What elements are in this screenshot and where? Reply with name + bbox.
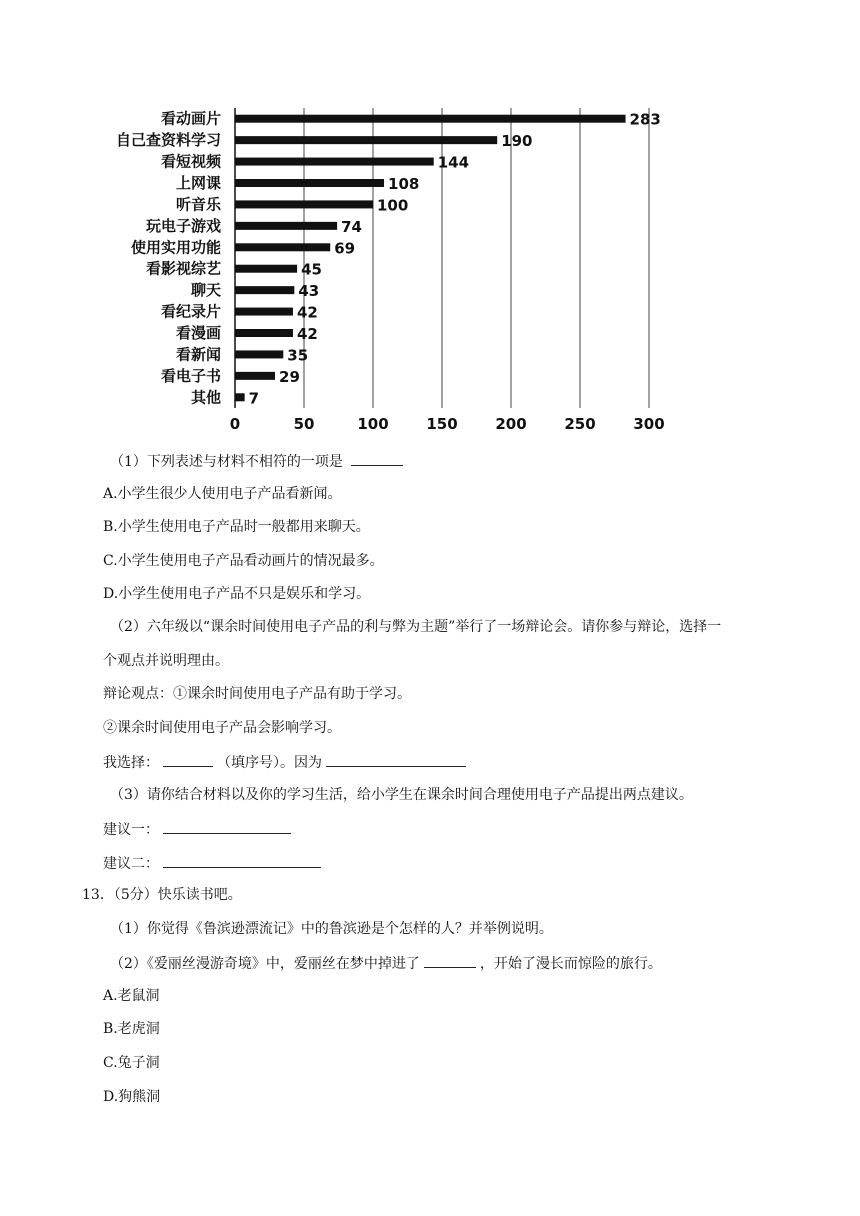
q12-option-b: B.小学生使用电子产品时一般都用来聊天。 [103, 519, 370, 535]
q12-option-c: C.小学生使用电子产品看动画片的情况最多。 [103, 553, 384, 569]
x-tick-label: 50 [293, 415, 315, 433]
category-label: 上网课 [175, 174, 221, 192]
category-label: 自己查资料学习 [115, 131, 221, 150]
value-label: 190 [501, 132, 533, 151]
q13-option-d: D.狗熊洞 [103, 1089, 161, 1105]
category-label: 听音乐 [175, 195, 221, 214]
bar [235, 308, 293, 316]
category-label: 聊天 [190, 281, 221, 300]
category-label: 看新闻 [175, 345, 221, 364]
value-label: 35 [287, 346, 309, 365]
q12-viewpoint-1: 辩论观点：①课余时间使用电子产品有助于学习。 [103, 686, 411, 702]
x-tick-label: 100 [357, 415, 389, 433]
value-label: 42 [296, 325, 318, 343]
suggestion-2-label: 建议二： [103, 856, 159, 872]
bar [235, 329, 293, 337]
category-label: 玩电子游戏 [145, 216, 221, 235]
bar [235, 200, 373, 208]
q12-viewpoint-2: ②课余时间使用电子产品会影响学习。 [103, 720, 341, 736]
choice-blank[interactable] [163, 751, 213, 767]
bar [235, 393, 245, 401]
q12-part3-stem: （3）请你结合材料以及你的学习生活，给小学生在课余时间合理使用电子产品提出两点建议。 [110, 787, 693, 803]
suggestion-1-label: 建议一： [103, 822, 159, 838]
q13-option-c: C.兔子洞 [103, 1055, 160, 1071]
value-label: 100 [377, 196, 409, 215]
q13-answer-blank[interactable] [424, 952, 476, 968]
reason-label: （填序号）。因为 [217, 755, 322, 771]
bar [235, 158, 434, 166]
value-label: 283 [629, 110, 661, 129]
value-label: 108 [388, 175, 420, 193]
q13-part1: （1）你觉得《鲁滨逊漂流记》中的鲁滨逊是个怎样的人？并举例说明。 [110, 921, 553, 937]
category-label: 看动画片 [160, 109, 221, 128]
q12-choose-line [103, 751, 470, 773]
category-label: 看短视频 [160, 152, 221, 171]
category-label: 看纪录片 [160, 302, 221, 321]
bar [235, 350, 283, 358]
bar [235, 136, 497, 144]
bar [235, 372, 275, 380]
q13-part2-a: （2）《爱丽丝漫游奇境》中，爱丽丝在梦中掉进了 [110, 956, 420, 972]
q12-option-a: A.小学生很少人使用电子产品看新闻。 [103, 486, 342, 502]
q13-option-b: B.老虎洞 [103, 1021, 160, 1037]
x-tick-label: 200 [495, 415, 527, 433]
choose-label: 我选择： [103, 755, 159, 771]
value-label: 69 [334, 239, 356, 258]
bar [235, 179, 384, 187]
bar [235, 115, 626, 123]
value-label: 144 [437, 153, 470, 172]
suggestion-1-blank[interactable] [163, 818, 291, 834]
q12-suggestion-1 [103, 818, 295, 840]
q13-header: 13．（5分）快乐读书吧。 [82, 887, 242, 903]
bar [235, 265, 297, 273]
value-label: 74 [341, 217, 362, 236]
category-label: 其他 [190, 388, 221, 407]
reason-blank[interactable] [326, 751, 466, 767]
value-label: 7 [248, 389, 260, 408]
bar-chart [90, 100, 690, 445]
q12-suggestion-2 [103, 852, 325, 874]
q13-part2-b: ，开始了漫长而惊险的旅行。 [479, 956, 662, 972]
value-label: 29 [279, 367, 300, 386]
answer-blank[interactable] [351, 450, 403, 466]
q12-part1-stem: （1）下列表述与材料不相符的一项是 [110, 454, 343, 470]
x-tick-label: 300 [633, 415, 665, 433]
bar [235, 286, 294, 294]
q12-part2-line2: 个观点并说明理由。 [103, 653, 229, 669]
q13-option-a: A.老鼠洞 [103, 988, 160, 1004]
bar [235, 243, 330, 251]
q12-part1-line [110, 450, 407, 472]
bar [235, 222, 337, 230]
suggestion-2-blank[interactable] [163, 852, 321, 868]
value-label: 43 [298, 282, 320, 301]
x-tick-label: 0 [229, 415, 241, 433]
value-label: 45 [301, 260, 322, 279]
category-label: 看漫画 [175, 324, 221, 342]
q12-option-d: D.小学生使用电子产品不只是娱乐和学习。 [103, 586, 371, 602]
q13-part2-line [110, 952, 662, 974]
category-label: 使用实用功能 [130, 238, 221, 257]
x-tick-label: 150 [426, 415, 458, 433]
category-label: 看电子书 [160, 366, 221, 385]
category-label: 看影视综艺 [145, 259, 221, 278]
value-label: 42 [296, 303, 318, 322]
q12-part2-line1: （2）六年级以“课余时间使用电子产品的利与弊为主题”举行了一场辩论会。请你参与辩论，选择一 [110, 619, 722, 635]
x-tick-label: 250 [564, 415, 596, 433]
